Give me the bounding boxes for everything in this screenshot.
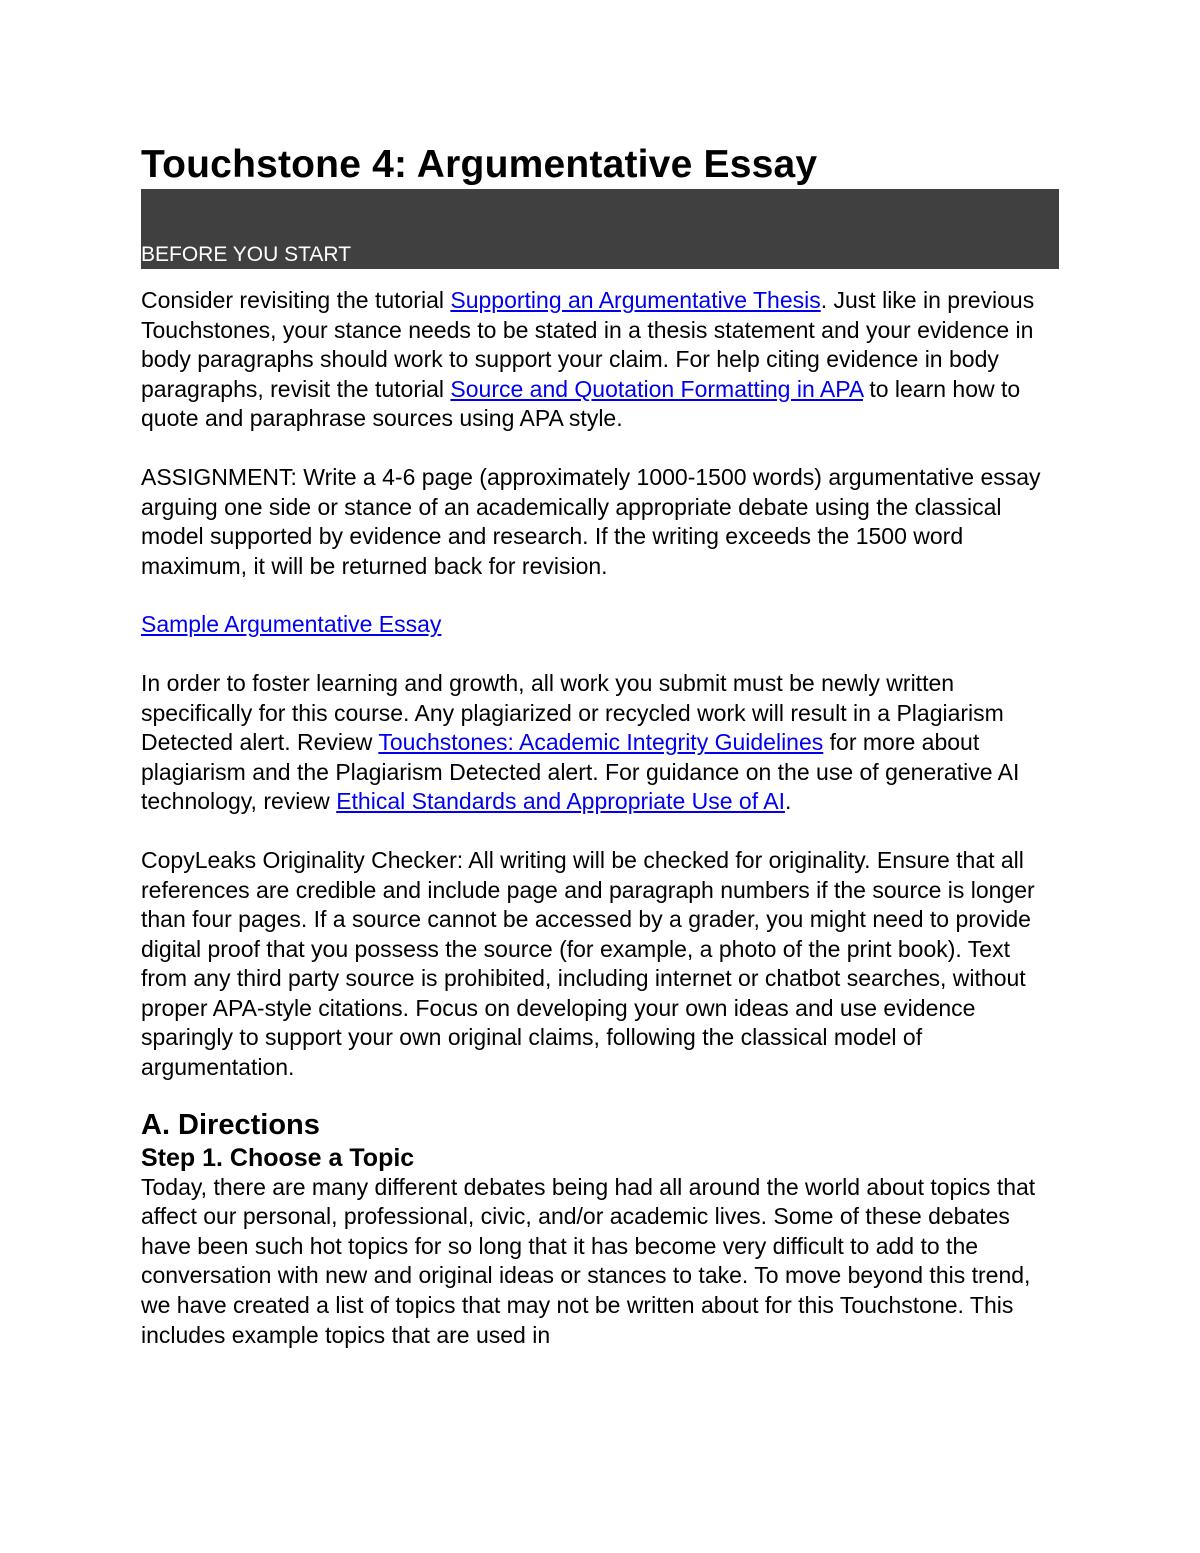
directions-heading: A. Directions — [141, 1108, 320, 1141]
supporting-thesis-link[interactable]: Supporting an Argumentative Thesis — [450, 287, 821, 313]
sample-essay-link[interactable]: Sample Argumentative Essay — [141, 611, 442, 638]
copyleaks-paragraph: CopyLeaks Originality Checker: All writing will be checked for originality. Ensure that all references are credible and include page and paragraph numbers if the source is longer than four pages. If a source cannot be accessed by a grader, you might need to provide digital proof that you possess the source (for example, a photo of the print book). Text from any third party source is prohibited, including internet or chatbot searches, without proper APA-style citations. Focus on developing your own ideas and use evidence sparingly to support your own original claims, following the classical model of argumentation. — [141, 846, 1035, 1081]
intro-text-3: to learn how to quote and paraphrase sources using APA style. — [141, 375, 1021, 432]
intro-paragraph — [141, 286, 1061, 434]
integrity-text-2: for more about plagiarism and the Plagiarism Detected alert. For guidance on the use of generative AI technology, review — [141, 729, 1020, 815]
integrity-paragraph — [141, 669, 1061, 817]
apa-formatting-link[interactable]: Source and Quotation Formatting in APA — [450, 375, 863, 402]
ethical-ai-link[interactable]: Ethical Standards and Appropriate Use of AI — [336, 788, 785, 815]
document-content — [141, 142, 1061, 1350]
intro-text-2: . Just like in previous Touchstones, your stance needs to be stated in a thesis statement and your evidence in body paragraphs should work to support your claim. For help citing evidence in body paragraphs, revisit the tutorial — [141, 287, 1035, 402]
page-title: Touchstone 4: Argumentative Essay — [141, 143, 818, 186]
integrity-text-3: . — [784, 788, 792, 815]
assignment-paragraph: ASSIGNMENT: Write a 4-6 page (approximately 1000-1500 words) argumentative essay arguing one side or stance of an academically appropriate debate using the classical model supported by evidence and research. If the writing exceeds the 1500 word maximum, it will be returned back for revision. — [141, 463, 1041, 579]
step1-paragraph: Today, there are many different debates being had all around the world about topics that affect our personal, professional, civic, and/or academic lives. Some of these debates have been such hot topics for so long that it has become very difficult to add to the conversation with new and original ideas or stances to take. To move beyond this trend, we have created a list of topics that may not be written about for this Touchstone. This includes example topics that are used in — [141, 1173, 1036, 1348]
sample-paragraph — [141, 610, 1061, 640]
intro-text-1: Consider revisiting the tutorial — [141, 287, 451, 313]
integrity-text-1: In order to foster learning and growth, all work you submit must be newly written specifically for this course. Any plagiarized or recycled work will result in a Plagiarism Detected alert. Review — [141, 669, 1004, 756]
banner-label: BEFORE YOU START — [141, 243, 352, 266]
academic-integrity-link[interactable]: Touchstones: Academic Integrity Guidelines — [378, 729, 824, 756]
section-banner — [141, 189, 1059, 269]
step1-heading: Step 1. Choose a Topic — [141, 1143, 415, 1172]
